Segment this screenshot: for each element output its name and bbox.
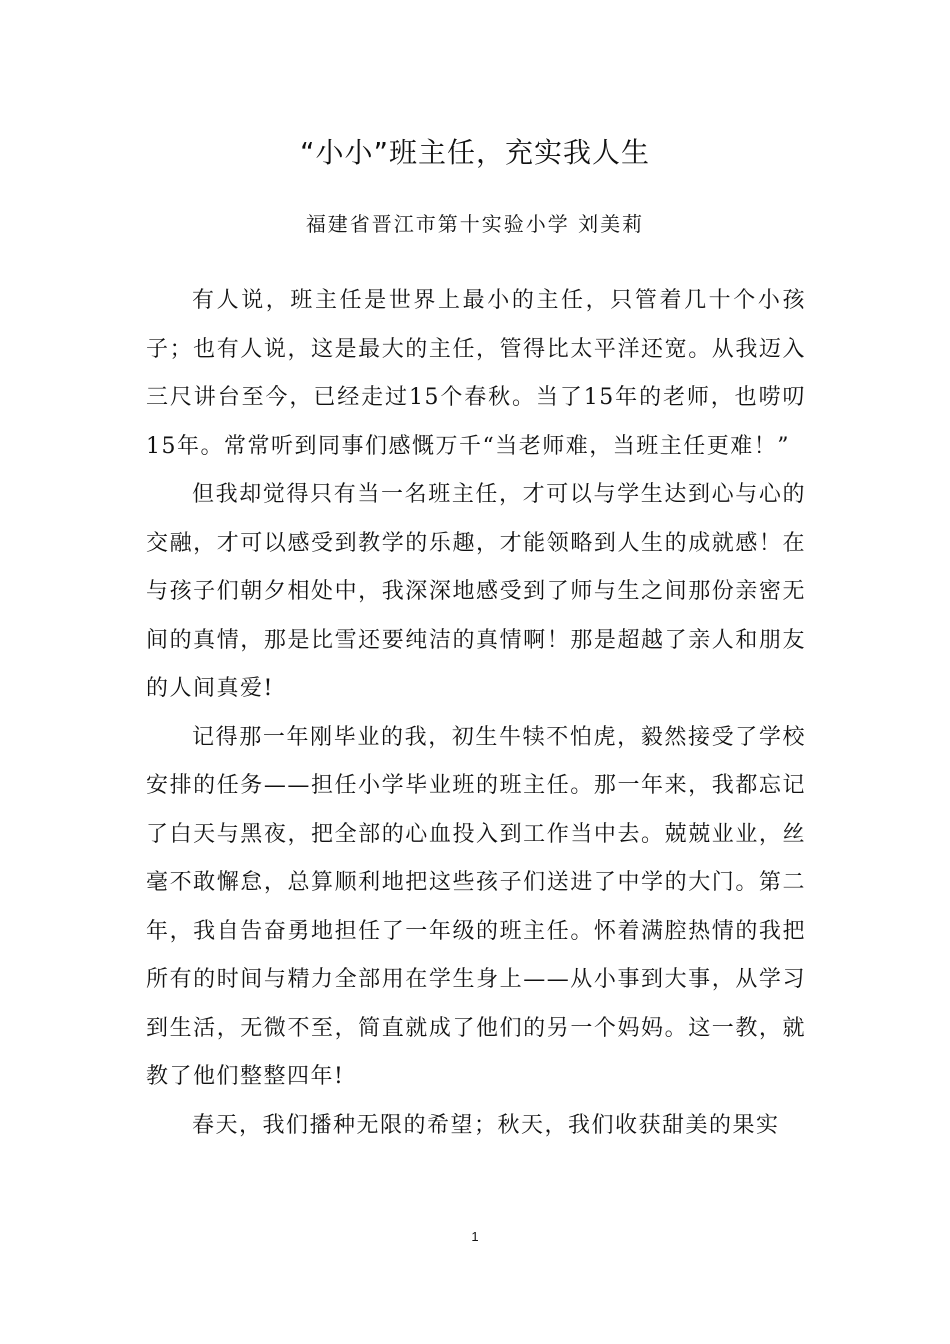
article-body bbox=[146, 277, 806, 1150]
paragraph-4: 春天，我们播种无限的希望；秋天，我们收获甜美的果实 bbox=[192, 1112, 780, 1138]
article-title: “小小”班主任，充实我人生 bbox=[299, 136, 650, 169]
page-number: 1 bbox=[471, 1229, 479, 1244]
paragraph-3: 记得那一年刚毕业的我，初生牛犊不怕虎，毅然接受了学校安排的任务——担任小学毕业班的班主任。那一年来，我都忘记了白天与黑夜，把全部的心血投入到工作当中去。兢兢业业，丝毫不敢懈怠，总算顺利地把这些孩子们送进了中学的大门。第二年，我自告奋勇地担任了一年级的班主任。怀着满腔热情的我把所有的时间与精力全部用在学生身上——从小事到大事，从学习到生活，无微不至，简直就成了他们的另一个妈妈。这一教，就教了他们整整四年! bbox=[146, 724, 806, 1089]
paragraph-1: 有人说，班主任是世界上最小的主任，只管着几十个小孩子；也有人说，这是最大的主任，管得比太平洋还宽。从我迈入三尺讲台至今，已经走过15个春秋。当了15年的老师，也唠叨15年。常常听到同事们感慨万千“当老师难，当班主任更难！” bbox=[146, 288, 806, 459]
author-line: 福建省晋江市第十实验小学 刘美莉 bbox=[305, 212, 645, 236]
paragraph-2: 但我却觉得只有当一名班主任，才可以与学生达到心与心的交融，才可以感受到教学的乐趣，才能领略到人生的成就感！在与孩子们朝夕相处中，我深深地感受到了师与生之间那份亲密无间的真情，那是比雪还要纯洁的真情啊！那是超越了亲人和朋友的人间真爱! bbox=[146, 482, 806, 701]
